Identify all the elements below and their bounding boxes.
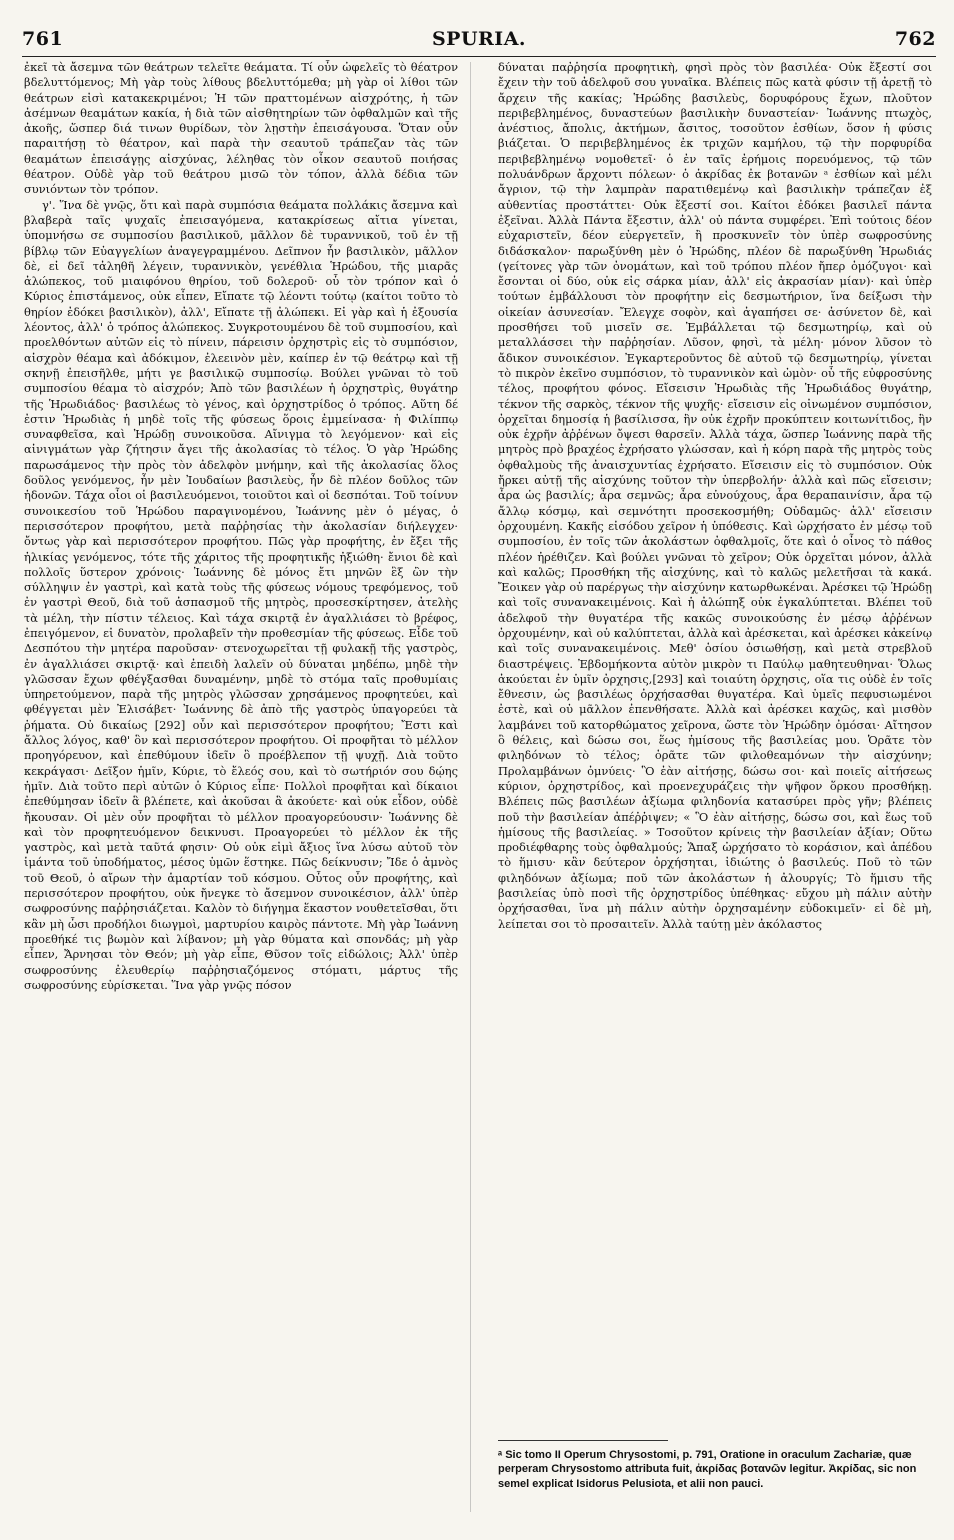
column-divider [470,62,471,1512]
running-title: SPURIA. [431,28,527,50]
footnote-rule [498,1440,668,1441]
paragraph: δύναται παῤῥησία προφητικὴ, φησὶ πρὸς τὸν βασιλέα· Οὐκ ἔξεστί σοι ἔχειν τὴν τοῦ ἀδελφοῦ σου γυναῖκα. Βλέπεις πῶς κατὰ φύσιν τῇ ἀρετῇ τὸ ἄρχειν τῆς κακίας; Ἡρώδης βασιλεὺς, δορυφόρους ἔχων, πλοῦτον περιβεβλημένος, δυναστεύων βασιλικὴν δυναστείαν· Ἰωάννης πτωχὸς, ἀνέστιος, ἄπολις, ἀκτήμων, ἄσιτος, τοσοῦτον ἐσθίων, ὅσον ἡ φύσις βιάζεται. Ὁ περιβεβλημένος ἐκ τριχῶν καμήλου, τῷ τὴν πορφυρίδα περιβεβλημένῳ νομοθετεῖ· ὁ ἐν ταῖς ἐρήμοις πορευόμενος, τῷ τῶν πολυάνδρων ἄρχοντι πόλεων· ὁ ἀκρίδας ἐκ βοτανῶν ᵃ ἐσθίων καὶ μέλι ἄγριον, τῷ τὴν λαμπρὰν παρατιθεμένῳ καὶ βασιλικὴν τράπεζαν ἐξ αὐθεντίας προστάττει· Οὐκ ἔξεστί σοι. Καίτοι ἐδόκει βασιλεῖ πάντα ἐξεῖναι. Ἀλλὰ Πάντα ἔξεστιν, ἀλλ' οὐ πάντα συμφέρει. Ἐπὶ τούτοις δέον εὐχαριστεῖν, δέον εὐεργετεῖν, ἢ προσκυνεῖν τὸν ὑπὲρ σωφροσύνης διδάσκαλον· παρωξύνθη μὲν ὁ Ἡρώδης, πλέον δὲ παρωξύνθη Ἡρωδιάς (γείτονες γὰρ τῶν ὀνομάτων, καὶ τοῦ τρόπου πλέον ἤπερ ὁμόζυγοι· καὶ ἔσονται οἱ δύο, οὐκ εἰς σάρκα μίαν, ἀλλ' εἰς ἀκρασίαν μίαν)· καὶ ὑπὲρ τούτων ἐμβάλλουσι τὸν προφήτην εἰς δεσμωτήριον, ἵνα δείξωσι τὴν οἰκείαν ἀσυνεσίαν. Ἔλεγχε σοφὸν, καὶ ἀγαπήσει σε· ἀσύνετον δὲ, καὶ προσθήσει τοῦ μισεῖν σε. Ἐμβάλλεται τῷ δεσμωτηρίῳ, καὶ οὐ μεταλλάσσει τὴν παῤῥησίαν. Λῦσον, φησὶ, τὰ μέλη· μόνον λῦσον τὸ ἄδικον συνοικέσιον. Ἐγκαρτεροῦντος δὲ αὐτοῦ τῷ δεσμωτηρίῳ, γίνεται τὸ πικρὸν ἐκεῖνο συμπόσιον, τὸ τυραννικὸν καὶ ὠμὸν· οὗ τῆς εὐφροσύνης τέλος, προφήτου φόνος. Εἴσεισιν Ἡρωδιὰς τῆς Ἡρωδιάδος θυγάτηρ, τέκνον τῆς σαρκὸς, τέκνον τῆς ψυχῆς· εἴσεισιν εἰς οἰνωμένον συμπόσιον, ὀρχεῖται δημοσίᾳ ἡ βασίλισσα, ἣν οὐκ ἐχρῆν προκύπτειν κοιτωνίτιδος, ἣν οὐκ ἐχρῆν ἀῤῥένων ὄψεσι θαρσεῖν. Ἀλλὰ τάχα, ὥσπερ Ἰωάννης παρὰ τῆς μητρὸς πρὸ βραχέος ἐχρήσατο γλώσσαν, καὶ ἡ κόρη παρὰ τῆς μητρὸς τοὺς ὀφθαλμοὺς τῆς ἀναισχυντίας ἐχρήσατο. Εἴσεισιν εἰς τὸ συμπόσιον. Οὐκ ἤρκει αὐτῇ τῆς αἰσχύνης τοῦτον τὴν ὑπερβολήν· ἀλλὰ καὶ πῶς εἴσεισιν; ἆρα ὡς βασιλίς; ἆρα σεμνῶς; ἆρα εὐνούχους, ἆρα θεραπαινίσιν, ἆρα τῷ ἄλλῳ κόσμῳ, καὶ σεμνότητι προσεκοσμήθη; Οὐδαμῶς· ἀλλ' εἴσεισιν ὀρχουμένη. Κακῆς εἰσόδου χεῖρον ἡ ὑπόθεσις. Καὶ ὠρχήσατο ἐν μέσῳ τοῦ συμποσίου, ἐν τοῖς τῶν ἀκολάστων ὀφθαλμοῖς, ὅτε καὶ ὁ οἶνος τὸ πάθος πλέον ἠρέθιζεν. Καὶ βούλει γνῶναι τὸ χεῖρον; Οὐκ ὀρχεῖται μόνον, ἀλλὰ καὶ καλῶς; Προσθήκη τῆς αἰσχύνης, καὶ τὸ καλῶς μελετῆσαι τὰ κακά. Ἔοικεν γὰρ οὐ παρέργως τὴν αἰσχύνην κατωρθωκέναι. Ἀρέσκει τῷ Ἡρώδῃ καὶ τοῖς συνανακειμένοις. Καὶ ἡ ἀλώπηξ οὐκ ἐγκαλύπτεται. Βλέπει τοῦ ἀδελφοῦ τὴν θυγατέρα τῆς κακῶς συνοικούσης ἐν μέσῳ ἀῤῥένων ὀρχουμένην, καὶ οὐ καλύπτεται, ἀλλὰ καὶ ἀρέσκεται, καὶ ἀρέσκει κἀκείνῳ καὶ τοῖς συνανακειμένοις. Μεθ' ὁσίου ὁσιωθήσῃ, καὶ μετὰ στρεβλοῦ διαστρέψεις. Ἐβδομήκοντα αὐτὸν μικρὸν τι Παύλῳ μαθητευθηναι· Ὅλως ἀκούεται ἐν ὑμῖν ὀρχησις,[293] καὶ τοιαύτη ὀρχησις, οἵα τις οὐδὲ ἐν τοῖς ἔθνεσιν, ὡς βασιλέως ὀρχήσασθαι θυγατέρα. Καὶ ὑμεῖς πεφυσιωμένοι ἐστὲ, καὶ οὐ μᾶλλον ἐπενθήσατε. Ἀλλὰ καὶ ἀρέσκει καχῶς, καὶ μισθὸν λαμβάνει τοῦ κατορθώματος χεῖρονα, ὥστε τὸν Ἡρώδην ὀμόσαι· Αἴτησον ὃ θέλεις, καὶ δώσω σοι, ἕως ἡμίσους τῆς βασιλείας μου. Ὁρᾶτε τὸν φιληδόνων τὸ τέλος; ὁρᾶτε τῶν φιλοθεαμόνων τὴν αἰσχύνην; Προλαμβάνων ὀμνύεις· Ὃ ἐὰν αἰτήσῃς, δώσω σοι· καὶ ποιεῖς αἰτήσεως κύριον, ὀρχηστρίδος, καὶ προενεχυράζεις τὴν ψῆφον ὅρκου προσθήκῃ. Βλέπεις πῶς βασιλέων ἀξίωμα φιληδονία κατασύρει πρὸς γῆν; βλέπεις ποῦ τὴν βασιλείαν ἀπέῤῥιψεν; « Ὃ ἐὰν αἰτήσῃς, δώσω σοι, καὶ ἕως τοῦ ἡμίσους τῆς βασιλείας. » Τοσοῦτον κρίνεις τὴν βασιλείαν ἀξίαν; Οὕτω προδιέφθαρης τοὺς ὀφθαλμούς; Ἅπαξ ὠρχήσατο τὸ κοράσιον, καὶ ἀπέδου τὸ ἥμισυ· κἂν δεύτερον ὀρχήσηται, ἰδιώτης ὁ βασιλεύς. Ποῦ τὸ τῶν φιληδόνων ἀξίωμα; ποῦ τῶν ἀκολάστων ἡ ἀλουργίς; Τὸ ἥμισυ τῆς βασιλείας ὑπὸ ποσὶ τῆς ὀρχηστρίδος ὑπέθηκας· εὔχου μὴ πάλιν αὐτὴν ὀρχήσασθαι, ἵνα μὴ πάλιν αὐτὴν ὀρχησαμένην εὐδοκιμεῖν· εἰ δὲ μὴ, λείπεται σοι τὸ προσαιτεῖν. Ἀλλὰ ταύτῃ μὲν ἀκόλαστος [498,60,932,931]
page-number-right: 762 [894,28,936,50]
paragraph: ἐκεῖ τὰ ἄσεμνα τῶν θεάτρων τελεῖτε θεάματα. Τί οὖν ὠφελεῖς τὸ θέατρον βδελυττόμενος; Μὴ γὰρ τοὺς λίθους βδελυττόμεθα; μὴ γὰρ οἱ λίθοι τῶν θεάτρων εἰσὶ κατακεκριμένοι; Ἡ τῶν πραττομένων αἰσχρότης, ἡ τῶν ἀσέμνων θεαμάτων κακία, ἡ διὰ τῶν αἰσθητηρίων τῶν ὀφθαλμῶν καὶ τῆς ἀκοῆς, ὥσπερ διά τινων θυρίδων, τὸν λῃστὴν ἐπεισάγουσα. Ὅταν οὖν παραιτήσῃ τὸ θέατρον, καὶ παρὰ τὴν σεαυτοῦ τράπεζαν τὰς τῶν θεαμάτων ἐπεισάγῃς αἰσχύνας, λέληθας τὸν οἶκον σεαυτοῦ ποιήσας θέατρον. Οὐδὲ γὰρ τοῦ θεάτρου μισῶ τὸν τόπον, ἀλλὰ δέδια τῶν συνιόντων τὸν τρόπον. [24,60,458,197]
left-column [24,60,458,1520]
header-rule [22,56,936,57]
page-number-left: 761 [22,28,64,50]
paragraph: γ'. Ἵνα δὲ γνῷς, ὅτι καὶ παρὰ συμπόσια θεάματα πολλάκις ἄσεμνα καὶ βλαβερὰ ταῖς ψυχαῖς ἐπεισαγόμενα, κατακρίσεως αἴτια γίνεται, ὑπομνήσω σε συμποσίου βασιλικοῦ, μᾶλλον δὲ τυραννικοῦ, τοῦ ἐν τῇ βίβλῳ τῶν Εὐαγγελίων ἀναγεγραμμένου. Δεῖπνον ἦν βασιλικὸν, μᾶλλον δὲ, εἰ δεῖ τἀληθῆ λέγειν, τυραννικὸν, γενέθλια Ἡρώδου, τῆς μιαρᾶς ἀλώπεκος, τοῦ μιαιφόνου θηρίου, τοῦ δολεροῦ· οὗ τὸν τρόπον καὶ ὁ Κύριος ἐπιστάμενος, οὐκ εἶπεν, Εἴπατε τῷ λέοντι τούτῳ (καίτοι τοῦτο τὸ θηρίον ἐδόκει βασιλικὸν), ἀλλ', Εἴπατε τῇ ἀλώπεκι. Εἰ γὰρ καὶ ἡ ἐξουσία λέοντος, ἀλλ' ὁ τρόπος ἀλώπεκος. Συγκροτουμένου δὲ τοῦ συμποσίου, καὶ προελθόντων αὐτῶν εἰς τὸ πίνειν, πάρεισιν ὀρχηστρὶς εἰς τὸ συμπόσιον, αἰσχρὸν θέαμα καὶ ἀδόκιμον, ἐλεεινὸν μὲν, καίπερ ἐν τῷ θεάτρῳ καὶ τῇ σκηνῇ ἐπεισῆλθε, μήτι γε βασιλικῷ συμποσίῳ. Βούλει γνῶναι τὸ τοῦ συμποσίου θέαμα τὸ αἰσχρόν; Ἀπὸ τῶν βασιλέων ἡ ὀρχηστρὶς, θυγάτηρ τῆς Ἡρωδιάδος· βασιλέως τὸ γένος, καὶ ὀρχηστρίδος ὁ τρόπος. Αὕτη δέ ἐστιν Ἡρωδιὰς ἡ μηδὲ τοῖς τῆς φύσεως ὅροις ἐμμείνασα· ἡ Φιλίππῳ συναφθεῖσα, καὶ Ἡρώδῃ συνοικοῦσα. Αἴνιγμα τὸ λεγόμενον· καὶ εἰς αἰνιγμάτων γὰρ ζήτησιν ἄγει τῆς ἀκολασίας τὸ τέλος. Ὁ γὰρ Ἡρώδης παρωσάμενος τὴν πρὸς τὸν ἀδελφὸν μνήμην, καὶ τῆς ἀκολασίας ὅλος δοῦλος γενόμενος, ἦν μὲν Ἰουδαίων βασιλεὺς, ἦν δὲ πλέον δοῦλος τῶν ἡδονῶν. Τάχα οἷοι οἱ βασιλευόμενοι, τοιοῦτοι καὶ οἱ δεσπόται. Τοῦ τοίνυν συνοικεσίου τοῦ Ἡρώδου παραγινομένου, Ἰωάννης μὲν ὁ μέγας, ὁ περισσότερον προφήτου, μετὰ παῤῥησίας τὴν ἀκολασίαν διήλεγχεν· ὄντως γὰρ καὶ περισσότερον προφήτου. Πῶς γὰρ προφήτης, ἐν ἔξει τῆς ἡλικίας γενόμενος, τότε τῆς χάριτος τῆς προφητικῆς ἠξιώθη· ἔνιοι δὲ καὶ πολλοῖς ὕστερον χρόνοις· Ἰωάννης δὲ μόνος ἔτι μηνῶν ἓξ ὢν τὴν σύλληψιν ἐν γαστρὶ, καὶ κατὰ τοὺς τῆς φύσεως νόμους τρεφόμενος, τοῦ ἐν γαστρὶ Θεοῦ, διὰ τοῦ ἀσπασμοῦ τῆς μητρὸς, προσεσκίρτησεν, ἀτελὴς τὰ μέλη, τὴν πίστιν τέλειος. Καὶ τάχα σκιρτᾷ ἐν ἀγαλλιάσει τὸ βρέφος, ἐπειγόμενον, εἰ δυνατὸν, προλαβεῖν τὴν προθεσμίαν τῆς φύσεως. Εἶδε τοῦ Δεσπότου τὴν μητέρα παροῦσαν· στενοχωρεῖται τῇ φυλακῇ τῆς γαστρὸς, ἐν ἀγαλλιάσει σκιρτᾷ· καὶ ἐπειδὴ λαλεῖν οὐ δύναται μηδέπω, μηδὲ τὴν γλῶσσαν ἔχων φθέγξασθαι δυναμένην, μηδὲ τὸ στόμα ταῖς προθυμίαις ὑπηρετούμενον, παρὰ τῆς μητρὸς γλῶσσαν χρησάμενος προφητεύει, καὶ φθέγγεται μὲν Ἐλισάβετ· Ἰωάννης δὲ ἀπὸ τῆς γαστρὸς ὑπαγορεύει τὰ ῥήματα. Οὐ δικαίως [292] οὖν καὶ περισσότερον προφήτου; Ἔστι καὶ ἄλλος λόγος, καθ' ὃν καὶ περισσότερον προφήτου. Οἱ προφῆται τὸ μέλλον προηγόρευον, καὶ ἐπεθύμουν ἰδεῖν ὃ προέβλεπον τῇ ψυχῇ. Διὰ τοῦτο κεκράγασι· Δεῖξον ἡμῖν, Κύριε, τὸ ἔλεός σου, καὶ τὸ σωτήριόν σου δῴης ἡμῖν. Διὰ τοῦτο περὶ αὐτῶν ὁ Κύριος εἶπε· Πολλοὶ προφῆται καὶ δίκαιοι ἐπεθύμησαν ἰδεῖν ἃ βλέπετε, καὶ ἀκοῦσαι ἃ ἀκούετε· καὶ οὐκ εἶδον, οὐδὲ ἤκουσαν. Οἱ μὲν οὖν προφῆται τὸ μέλλον προαγορεύουσιν· Ἰωάννης δὲ καὶ τὸν προφητευόμενον δεικνυσι. Προαγορεύει τὸ μέλλον ἐκ τῆς γαστρὸς, καὶ μετὰ ταῦτά φησιν· Οὐ οὐκ εἰμὶ ἄξιος ἵνα λύσω αὐτοῦ τὸν ἱμάντα τοῦ ὑποδήματος, μέσος ὑμῶν ἕστηκε. Πῶς δείκνυσιν; Ἴδε ὁ ἀμνὸς τοῦ Θεοῦ, ὁ αἴρων τὴν ἁμαρτίαν τοῦ κόσμου. Οὗτος οὖν προφήτης, καὶ περισσότερον προφήτου, οὐκ ἤνεγκε τὸ ἄσεμνον συνοικέσιον, ἀλλ' ὑπὲρ σωφροσύνης παῤῥησιάζεται. Καλὸν τὸ διήγημα ἕκαστον νουθετεῖσθαι, ὅτι κἂν μὴ ὦσι προδήλοι διωγμοὶ, μαρτυρίου καιρὸς πάντοτε. Μὴ γὰρ Ἰωάννη προεθήκέ τις βωμὸν καὶ λίβανον; μὴ γὰρ θύματα καὶ σπονδάς; μὴ γὰρ εἶπεν, Ἄρνησαι τὸν Θεόν; μὴ γὰρ εἶπε, Θῦσον τοῖς εἰδώλοις; Ἀλλ' ὑπὲρ σωφροσύνης ἐλευθερίῳ παῤῥησιαζόμενος στόματι, μάρτυς τῆς σωφροσύνης εὑρίσκεται. Ἵνα γὰρ γνῷς πόσον [24,197,458,992]
running-header [22,24,936,54]
footnote: ᵃ Sic tomo II Operum Chrysostomi, p. 791, Oratione in oraculum Zachariæ, quæ perperam Chrysostomo attributa fuit, ἀκρίδας βοτανῶν legitur. Ἀκρίδας, sic non semel explicat Isidorus Pelusiota, et alii non pauci. [498,1449,917,1490]
right-column [498,60,932,1270]
